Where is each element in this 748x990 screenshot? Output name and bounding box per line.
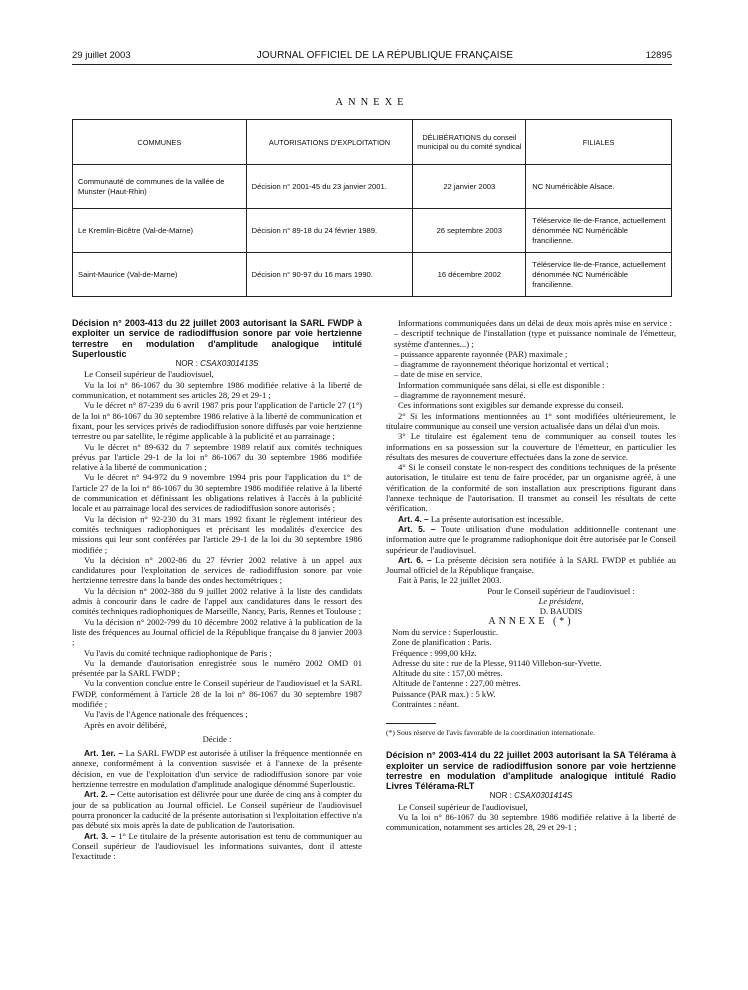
cell-filiale: Téléservice Ile-de-France, actuellement dénommée NC Numéricâble francilienne. [526, 209, 672, 253]
article-4 [386, 514, 676, 524]
nor-code: CSAX0301414S [514, 791, 573, 801]
paragraph: Le Conseil supérieur de l'audiovisuel, [398, 801, 528, 812]
paragraph: 4° Si le conseil constate le non-respect des conditions techniques de la présente autorisation, le titulaire est tenu de faire procéder, par un organisme agréé, à une vérification de la conformité de son installation aux prescriptions figurant dans l'annexe technique de l'autorisation. Il transmet au conseil les résultats de cette vérification. [386, 462, 676, 514]
paragraph: Vu l'avis de l'Agence nationale des fréquences ; [84, 709, 248, 720]
signature-role: Le président, [538, 596, 584, 607]
paragraph: Vu la décision n° 2002-86 du 27 février 2002 relative à un appel aux candidatures pour l'exploitation de services de radiodiffusion sonore par voie hertzienne terrestre dans la bande des ondes hectométriques ; [72, 554, 362, 586]
paragraph: Vu la convention conclue entre le Conseil supérieur de l'audiovisuel et la SARL FWDP, conformément à l'article 28 de la loi n° 86-1067 du 30 septembre 1987 modifiée ; [72, 678, 362, 709]
column-header-deliberations: DÉLIBÉRATIONS du conseil municipal ou du comité syndical [413, 120, 526, 165]
nor-reference-2 [386, 791, 676, 801]
spec-line: Nom du service : Superloustic. [392, 626, 499, 637]
column-header-autorisations: AUTORISATIONS D'EXPLOITATION [246, 120, 413, 165]
article-6 [386, 555, 676, 576]
cell-deliberation: 26 septembre 2003 [413, 209, 526, 253]
spec-line: Adresse du site : rue de la Plesse, 91140 Villebon-sur-Yvette. [392, 657, 602, 668]
nor-code: CSAX0301413S [200, 359, 259, 369]
article-5 [386, 524, 676, 555]
article-label: Art. 3. – [84, 830, 116, 841]
right-column [386, 318, 676, 833]
decision-title-2: Décision n° 2003-414 du 22 juillet 2003 autorisant la SA Télérama à exploiter un service de radiodiffusion sonore par voie hertzienne terrestre en modulation d'amplitude analogique intitulé Radio Livres Télérama-RLT [386, 750, 676, 792]
paragraph: Vu la décision n° 2002-388 du 9 juillet 2002 relative à la liste des candidats admis à concourir dans le cadre de l'appel aux candidatures dans le ressort des comités techniques radiophoniques de Marseille, Nancy, Paris, Rennes et Toulouse ; [72, 585, 362, 617]
article-label: Art. 1er. – [84, 748, 124, 759]
list-item: – diagramme de rayonnement théorique horizontal et vertical ; [394, 359, 609, 370]
decision-title: Décision n° 2003-413 du 22 juillet 2003 autorisant la SARL FWDP à exploiter un service de radiodiffusion sonore par voie hertzienne terrestre en modulation d'amplitude analogique intitulé Superloustic [72, 318, 362, 359]
paragraph: Vu le décret n° 87-239 du 6 avril 1987 pris pour l'application de l'article 27 (1°) de la loi n° 86-1067 du 30 septembre 1986 relative à la liberté de communication et fixant, pour les services privés de radiodiffusion sonore diffusés par voie hertzienne terrestre ou par satellite, le régime applicable à la publicité et au parrainage ; [72, 400, 362, 442]
cell-autorisation: Décision n° 90-97 du 16 mars 1990. [246, 253, 413, 297]
annex-title: ANNEXE [335, 97, 409, 108]
spec-line: Zone de planification : Paris. [392, 637, 492, 648]
article-text: La présente autorisation est incessible. [430, 513, 564, 524]
article-text: 1° Le titulaire de la présente autorisation est tenu de communiquer au Conseil supérieur de l'audiovisuel les informations suivantes, dont il atteste l'exactitude : [72, 830, 362, 862]
cell-autorisation: Décision n° 2001-45 du 23 janvier 2001. [246, 165, 413, 209]
paragraph: Informations communiquées dans un délai de deux mois après mise en service : [398, 318, 672, 328]
paragraph: Vu le décret n° 89-632 du 7 septembre 1989 relatif aux comités techniques prévus par l'article 29-1 de la loi n° 86-1067 du 30 septembre 1986 modifiée relative à la liberté de communication ; [72, 441, 362, 473]
article-label: Art. 2. – [84, 789, 115, 800]
article-text: La SARL FWDP est autorisée à utiliser la fréquence mentionnée en annexe, conformément à la convention susvisée et à l'annexe de la présente décision, en vue de l'exploitation d'un service de radiodiffusion sonore par voie hertzienne terrestre en modulation d'amplitude analogique dénommé Superloustic. [72, 748, 362, 790]
article-text: Toute utilisation d'une modulation additionnelle contenant une information autre que le programme radiophonique doit être autorisée par le Conseil supérieur de l'audiovisuel. [386, 523, 676, 555]
spec-line: Altitude de l'antenne : 227,00 mètres. [392, 678, 521, 689]
paragraph: 2° Si les informations mentionnées au 1° sont modifiées ultérieurement, le titulaire communique au conseil une version actualisée dans un délai d'un mois. [386, 410, 676, 431]
spec-line: Puissance (PAR max.) : 5 kW. [392, 688, 496, 699]
cell-filiale: NC Numéricâble Alsace. [526, 165, 672, 209]
article-label: Art. 5. – [398, 523, 436, 534]
list-item: – date de mise en service. [394, 369, 483, 380]
signature-for: Pour le Conseil supérieur de l'audiovisuel : [487, 585, 635, 596]
annex-heading: ANNEXE (*) [488, 615, 574, 627]
paragraph: Vu l'avis du comité technique radiophonique de Paris ; [84, 647, 272, 658]
list-item: – puissance apparente rayonnée (PAR) maximale ; [394, 348, 568, 359]
table-row [73, 165, 672, 209]
header-page-number: 12895 [645, 50, 672, 61]
cell-autorisation: Décision n° 89-18 du 24 février 1989. [246, 209, 413, 253]
column-header-filiales: FILIALES [526, 120, 672, 165]
spec-line: Altitude du site : 157,00 mètres. [392, 668, 503, 679]
nor-label: NOR : [489, 791, 512, 801]
cell-deliberation: 22 janvier 2003 [413, 165, 526, 209]
header-title: JOURNAL OFFICIEL DE LA RÉPUBLIQUE FRANÇAISE [256, 50, 514, 61]
cell-filiale: Téléservice Ile-de-France, actuellement dénommée NC Numéricâble francilienne. [526, 253, 672, 297]
spacer [386, 738, 676, 750]
cell-commune: Saint-Maurice (Val-de-Marne) [73, 253, 247, 297]
article-3 [72, 831, 362, 862]
header-divider [72, 64, 672, 65]
footnote: (*) Sous réserve de l'avis favorable de la coordination internationale. [386, 728, 595, 738]
paragraph: Ces informations sont exigibles sur demande expresse du conseil. [398, 400, 624, 411]
spec-line: Fréquence : 999,00 kHz. [392, 647, 477, 658]
paragraph: Le Conseil supérieur de l'audiovisuel, [84, 369, 214, 380]
list-item: – descriptif technique de l'installation (type et puissance nominale de l'émetteur, système d'antennes...) ; [394, 328, 676, 349]
paragraph: Vu la demande d'autorisation enregistrée sous le numéro 2002 OMD 01 présentée par la SARL FWDP ; [72, 657, 362, 679]
paragraph: Vu la décision n° 2002-799 du 10 décembre 2002 relative à la publication de la liste des fréquences au Journal officiel de la République française du 8 janvier 2003 ; [72, 616, 362, 648]
paragraph: Vu la loi n° 86-1067 du 30 septembre 1986 modifiée relative à la liberté de communication, et notamment ses articles 28, 29 et 29-1 ; [72, 379, 362, 401]
table-row [73, 253, 672, 297]
nor-label: NOR : [175, 359, 198, 369]
cell-commune: Communauté de communes de la vallée de Munster (Haut-Rhin) [73, 165, 247, 209]
table-row [73, 209, 672, 253]
paragraph: Après en avoir délibéré, [84, 719, 167, 730]
annex-table [72, 119, 672, 297]
list-item: – diagramme de rayonnement mesuré. [394, 390, 526, 401]
spec-line: Contraintes : néant. [392, 698, 460, 709]
header-date: 29 juillet 2003 [72, 50, 131, 61]
article-text: Cette autorisation est délivrée pour une durée de cinq ans à compter du jour de sa publication au Journal officiel. Le Conseil supérieur de l'audiovisuel pourra prononcer la caducité de la présente autorisation si l'exploitation effective n'a pas débuté six mois après la date de publication de l'autorisation. [72, 789, 362, 831]
paragraph: Vu le décret n° 94-972 du 9 novembre 1994 pris pour l'application du 1° de l'article 27 de la loi n° 86-1067 du 30 septembre 1986 modifiée relative à la liberté de communication et définissant les obligations relatives à l'accès à la publicité locale et au parrainage local des services de radiodiffusion sonore autorisés ; [72, 472, 362, 514]
footnote-divider [386, 723, 436, 724]
article-2 [72, 789, 362, 830]
column-header-communes: COMMUNES [73, 120, 247, 165]
article-label: Art. 4. – [398, 513, 429, 524]
paragraph: Vu la loi n° 86-1067 du 30 septembre 1986 modifiée relative à la liberté de communication, notamment ses articles 28, 29 et 29-1 ; [386, 812, 676, 833]
nor-reference [72, 359, 362, 369]
signature-name: D. BAUDIS [539, 606, 583, 617]
decide-heading: Décide : [202, 733, 232, 744]
article-text: La présente décision sera notifiée à la SARL FWDP et publiée au Journal officiel de la République française. [386, 554, 676, 576]
article-label: Art. 6. – [398, 554, 432, 565]
article-1 [72, 748, 362, 789]
paragraph: Information communiquée sans délai, si elle est disponible : [398, 379, 605, 390]
cell-commune: Le Kremlin-Bicêtre (Val-de-Marne) [73, 209, 247, 253]
paragraph: 3° Le titulaire est également tenu de communiquer au conseil toutes les informations en sa possession sur la couverture de l'émetteur, en particulier les résultats des mesures de couverture effectuées dans la zone de service. [386, 431, 676, 462]
paragraph: Vu la décision n° 92-230 du 31 mars 1992 fixant le règlement intérieur des comités techniques radiophoniques et précisant les modalités d'exercice des missions qui leur sont conférées par l'article 29-1 de la loi du 30 septembre 1986 modifiée ; [72, 513, 362, 555]
table-header-row [73, 120, 672, 165]
done-at: Fait à Paris, le 22 juillet 2003. [398, 575, 502, 586]
cell-deliberation: 16 décembre 2002 [413, 253, 526, 297]
left-column [72, 318, 362, 861]
